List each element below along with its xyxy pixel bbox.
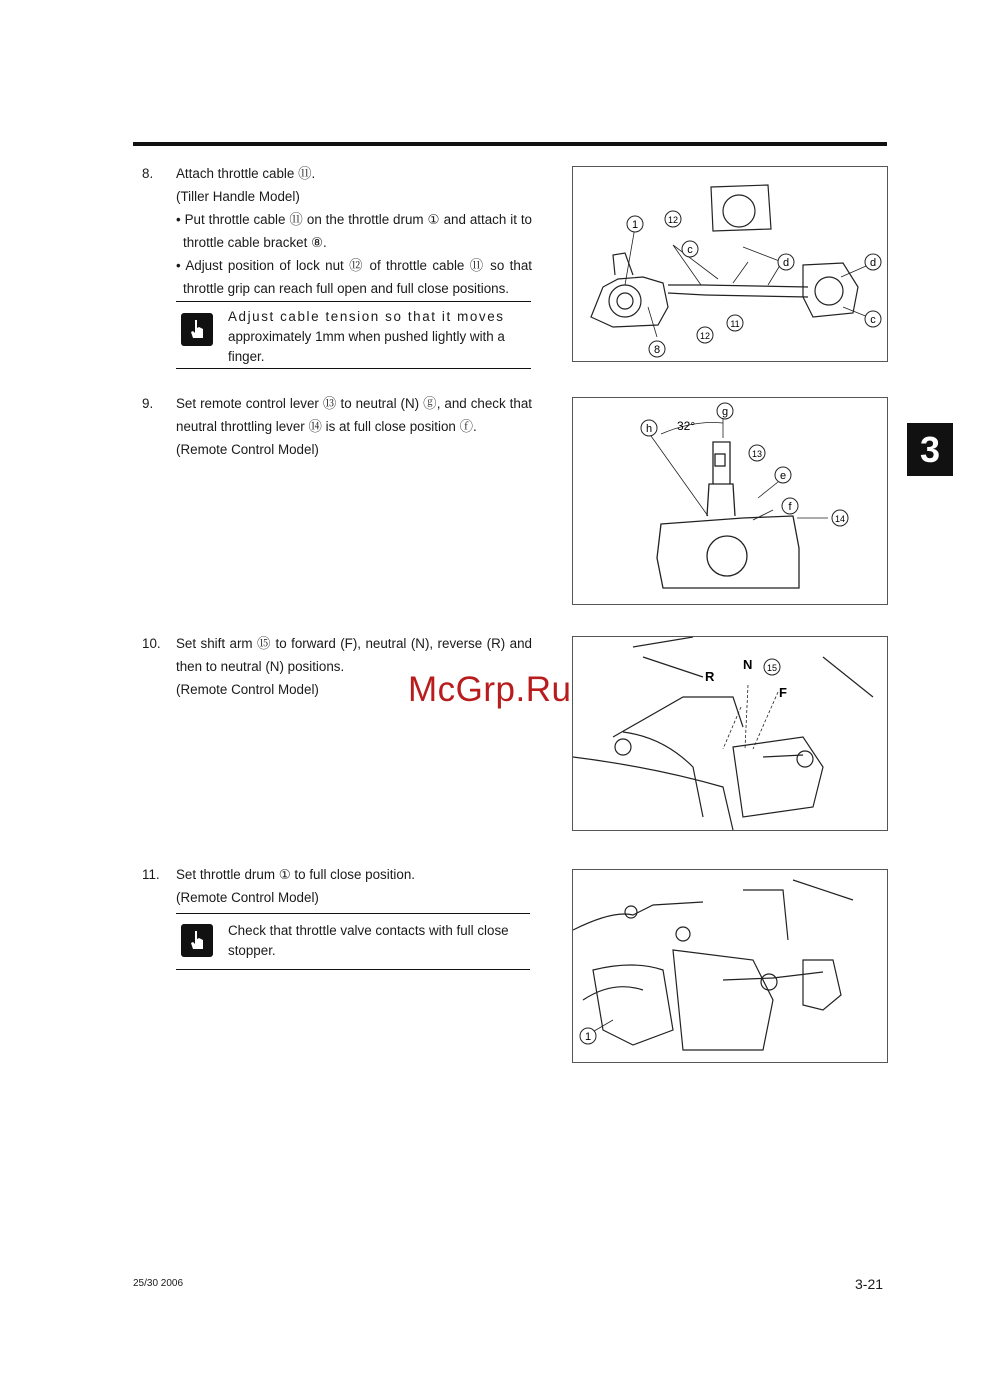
callout: 11 xyxy=(730,319,740,329)
shift-label: R xyxy=(705,669,715,684)
callout: d xyxy=(782,257,790,269)
figure-shift-arm xyxy=(572,636,888,831)
figure-remote-control-lever xyxy=(572,397,888,605)
angle-label: 32° xyxy=(677,419,696,433)
callout: g xyxy=(721,406,729,418)
callout: f xyxy=(788,501,792,513)
note-line: finger. xyxy=(228,349,265,364)
callout: d xyxy=(869,257,877,269)
callout: h xyxy=(645,423,653,435)
note-line: stopper. xyxy=(228,943,276,958)
bullet-line: throttle grip can reach full open and full close positions. xyxy=(183,281,510,296)
callout: 1 xyxy=(631,219,639,231)
figure-tiller-throttle-cable xyxy=(572,166,888,362)
shift-label: N xyxy=(743,657,753,672)
bullet-line: • Adjust position of lock nut ⑫ of throttle cable ⑪ so that xyxy=(176,258,532,273)
callout: 12 xyxy=(667,215,679,225)
note-line: Check that throttle valve contacts with full close xyxy=(228,923,509,938)
callout: c xyxy=(687,244,693,256)
callout: 12 xyxy=(699,331,711,341)
shift-label: F xyxy=(779,685,787,700)
callout: e xyxy=(779,470,787,482)
watermark: McGrp.Ru xyxy=(408,670,572,709)
step-line: Set remote control lever ⑬ to neutral (N) ⓖ, and check that xyxy=(176,396,532,411)
hand-note-icon xyxy=(181,924,213,957)
header-rule xyxy=(133,142,887,146)
note-box xyxy=(176,913,530,970)
callout: 13 xyxy=(751,449,763,459)
step-line: then to neutral (N) positions. xyxy=(176,659,345,674)
callout: 15 xyxy=(766,663,778,673)
note-box xyxy=(176,301,531,369)
footer-model-year: 25/30 2006 xyxy=(133,1278,184,1289)
step-model: (Tiller Handle Model) xyxy=(176,189,300,204)
step-number: 10. xyxy=(142,636,161,651)
step-title: Attach throttle cable ⑪. xyxy=(176,166,316,181)
step-line: neutral throttling lever ⑭ is at full close position ⓕ. xyxy=(176,419,477,434)
page-number: 3-21 xyxy=(855,1276,884,1292)
note-line: Adjust cable tension so that it moves xyxy=(228,309,505,324)
step-model: (Remote Control Model) xyxy=(176,890,319,905)
bullet-line: • Put throttle cable ⑪ on the throttle drum ① and attach it to xyxy=(176,212,532,227)
step-line: Set shift arm ⑮ to forward (F), neutral (N), reverse (R) and xyxy=(176,636,532,651)
chapter-tab: 3 xyxy=(907,423,953,476)
step-model: (Remote Control Model) xyxy=(176,442,319,457)
step-number: 8. xyxy=(142,166,154,181)
step-model: (Remote Control Model) xyxy=(176,682,319,697)
bullet-line: throttle cable bracket ⑧. xyxy=(183,235,327,250)
callout: 1 xyxy=(584,1031,592,1043)
hand-note-icon xyxy=(181,313,213,346)
note-line: approximately 1mm when pushed lightly with a xyxy=(228,329,505,344)
step-number: 9. xyxy=(142,396,154,411)
step-line: Set throttle drum ① to full close position. xyxy=(176,867,416,882)
fig1-callouts xyxy=(627,211,881,357)
callout: 14 xyxy=(834,514,846,524)
step-number: 11. xyxy=(142,867,160,882)
callout: 8 xyxy=(653,344,661,356)
figure-throttle-drum xyxy=(572,869,888,1063)
callout: c xyxy=(870,314,876,326)
